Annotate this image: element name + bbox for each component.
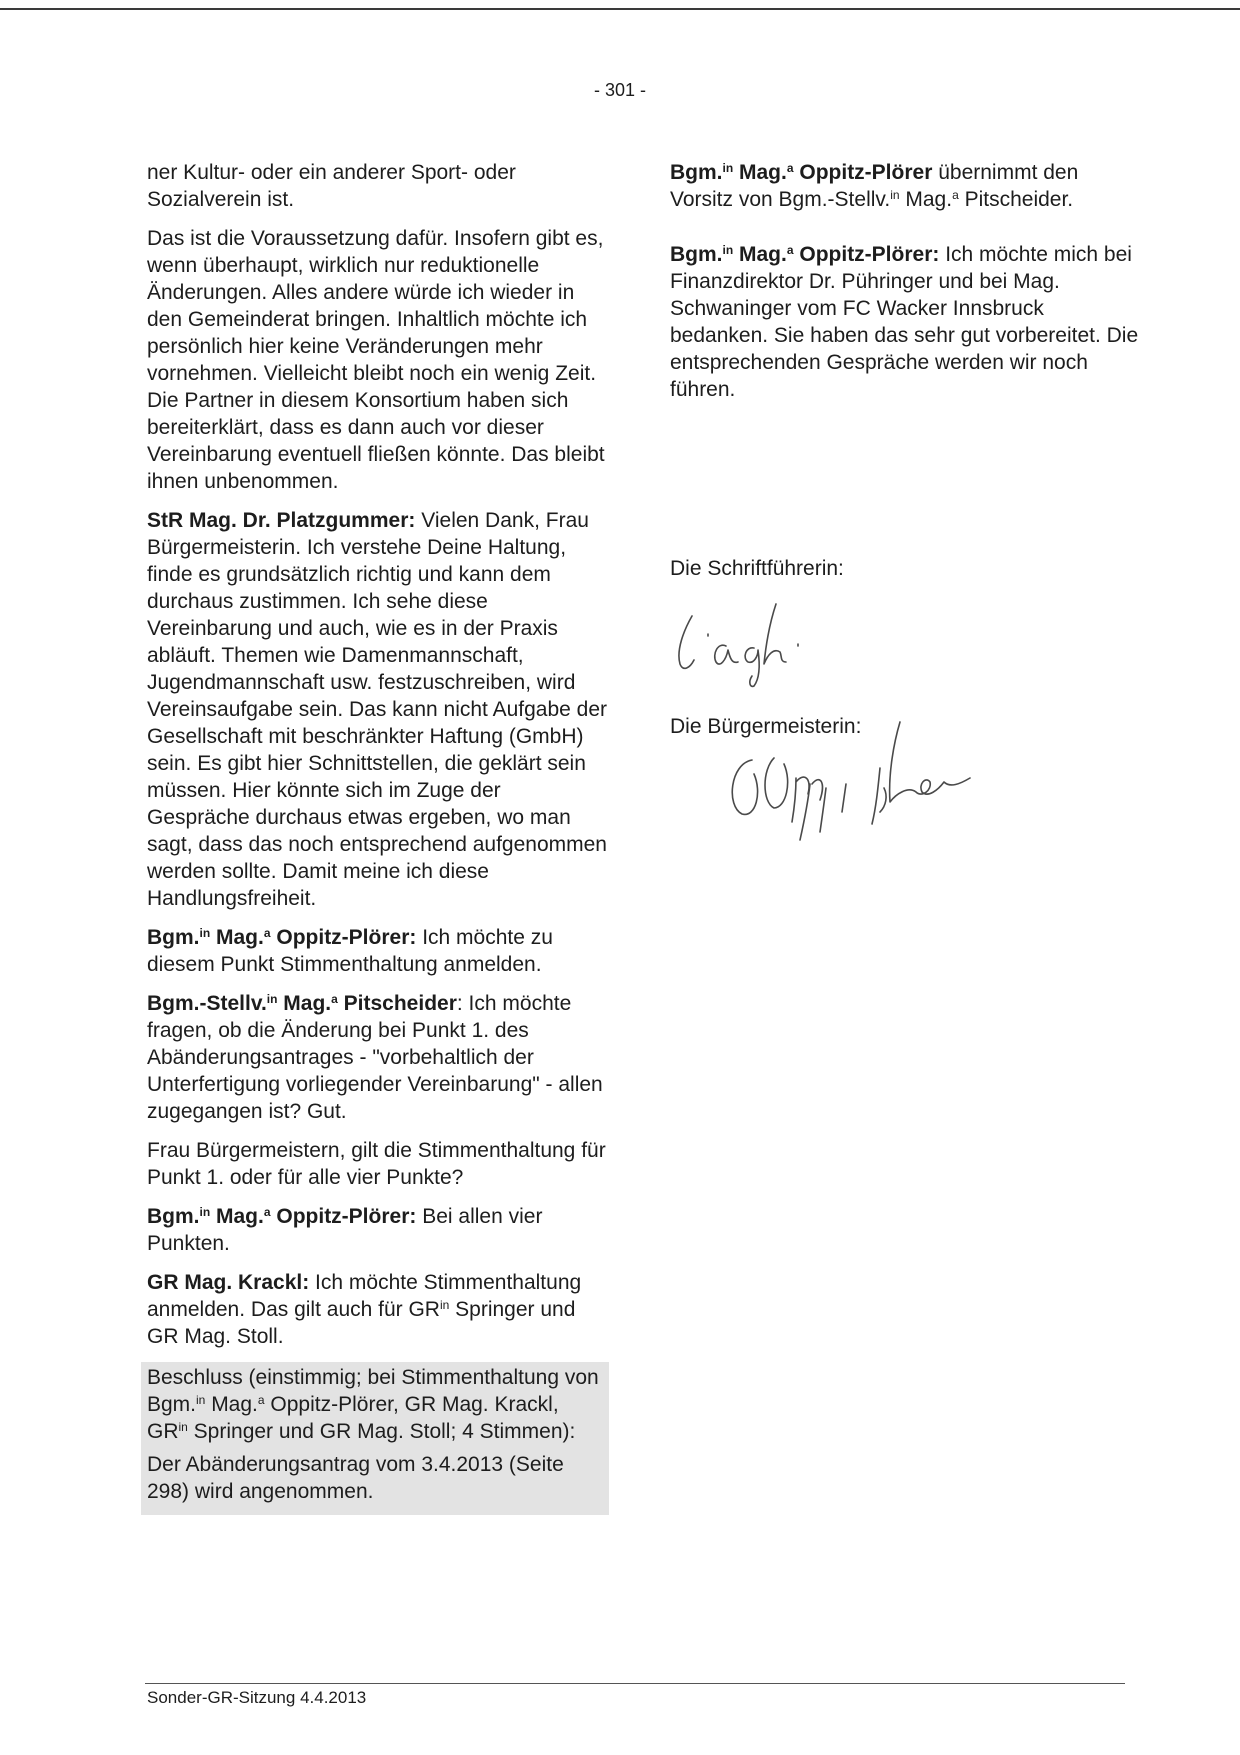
- speech-oppitz-ploerer: Bgm.$^{in}$ Mag.$^a$ Oppitz-Plörer: Bei allen vier Punkten.: [147, 1205, 543, 1255]
- resolution-heading: Beschluss (einstimmig; bei Stimmenthaltung von Bgm.$^{in}$ Mag.$^a$ Oppitz-Plörer, GR Mag. Krackl, $GR^{in}$ Springer und GR Mag. Stoll; 4 Stimmen):: [147, 1366, 599, 1443]
- resolution-text: Der Abänderungsantrag vom 3.4.2013 (Seite 298) wird angenommen.: [147, 1453, 564, 1503]
- mayor-signature: [712, 718, 1032, 858]
- top-rule: [0, 8, 1240, 10]
- speaker-name: StR Mag. Dr. Platzgummer:: [147, 509, 416, 532]
- speaker-name: Bgm.$^{in}$ Mag.$^a$ Oppitz-Plörer:: [147, 926, 417, 949]
- resolution-box: [141, 1362, 609, 1515]
- right-column: [670, 159, 1140, 415]
- chair-change-note: Bgm.$^{in}$ Mag.$^a$ Oppitz-Plörer übernimmt den Vorsitz von Bgm.-Stellv.$^{in}$ Mag.$^a$ Pitscheider.: [670, 161, 1079, 211]
- footer-rule: [145, 1683, 1125, 1684]
- paragraph: ner Kultur- oder ein anderer Sport- oder Sozialverein ist.: [147, 161, 516, 211]
- speaker-name: Bgm.$^{in}$ Mag.$^a$ Oppitz-Plörer: [670, 161, 933, 184]
- speaker-name: Bgm.-Stellv.$^{in}$ Mag.$^a$ Pitscheider: [147, 992, 457, 1015]
- speech-oppitz-ploerer: Bgm.$^{in}$ Mag.$^a$ Oppitz-Plörer: Ich möchte zu diesem Punkt Stimmenthaltung anmelden.: [147, 926, 553, 976]
- page-number: - 301 -: [593, 80, 647, 100]
- speech-krackl: GR Mag. Krackl: Ich möchte Stimmenthaltung anmelden. Das gilt auch für $GR^{in}$ Springer und GR Mag. Stoll.: [147, 1271, 582, 1348]
- secretary-signature: [668, 598, 838, 688]
- left-column: [147, 159, 607, 1515]
- speaker-name: GR Mag. Krackl:: [147, 1271, 310, 1294]
- footer-text: Sonder-GR-Sitzung 4.4.2013: [147, 1688, 367, 1707]
- paragraph: Frau Bürgermeistern, gilt die Stimmenthaltung für Punkt 1. oder für alle vier Punkte?: [147, 1139, 606, 1189]
- mayor-label: Die Bürgermeisterin:: [670, 715, 862, 738]
- speech-pitscheider: Bgm.-Stellv.$^{in}$ Mag.$^a$ Pitscheider: Ich möchte fragen, ob die Änderung bei Punkt 1. des Abänderungsantrages - "vorbehaltlich der Unterfertigung vorliegender Vereinbarung" - allen zugegangen ist? Gut.: [147, 992, 603, 1123]
- speech-platzgummer: StR Mag. Dr. Platzgummer: Vielen Dank, Frau Bürgermeisterin. Ich verstehe Deine Haltung, finde es grundsätzlich richtig und kann dem durchaus zustimmen. Ich sehe diese Vereinbarung und auch, wie es in der Praxis abläuft. Themen wie Damenmannschaft, Jugendmannschaft usw. festzuschreiben, wird Vereinsaufgabe sein. Das kann nicht Aufgabe der Gesellschaft mit beschränkter Haftung (GmbH) sein. Es gibt hier Schnittstellen, die geklärt sein müssen. Hier könnte sich im Zuge der Gespräche durchaus etwas ergeben, wo man sagt, dass das noch entsprechend aufgenommen werden sollte. Damit meine ich diese Handlungsfreiheit.: [147, 509, 607, 910]
- speaker-name: Bgm.$^{in}$ Mag.$^a$ Oppitz-Plörer:: [670, 243, 940, 266]
- speech-oppitz-ploerer: Bgm.$^{in}$ Mag.$^a$ Oppitz-Plörer: Ich möchte mich bei Finanzdirektor Dr. Pühringer und bei Mag. Schwaninger vom FC Wacker Innsbruck bedanken. Sie haben das sehr gut vorbereitet. Die entsprechenden Gespräche werden wir noch führen.: [670, 243, 1139, 401]
- speaker-name: Bgm.$^{in}$ Mag.$^a$ Oppitz-Plörer:: [147, 1205, 417, 1228]
- paragraph: Das ist die Voraussetzung dafür. Insofern gibt es, wenn überhaupt, wirklich nur reduktionelle Änderungen. Alles andere würde ich wieder in den Gemeinderat bringen. Inhaltlich möchte ich persönlich hier keine Veränderungen mehr vornehmen. Vielleicht bleibt noch ein wenig Zeit. Die Partner in diesem Konsortium haben sich bereiterklärt, dass es dann auch vor dieser Vereinbarung eventuell fließen könnte. Das bleibt ihnen unbenommen.: [147, 227, 605, 493]
- secretary-label: Die Schriftführerin:: [670, 557, 844, 580]
